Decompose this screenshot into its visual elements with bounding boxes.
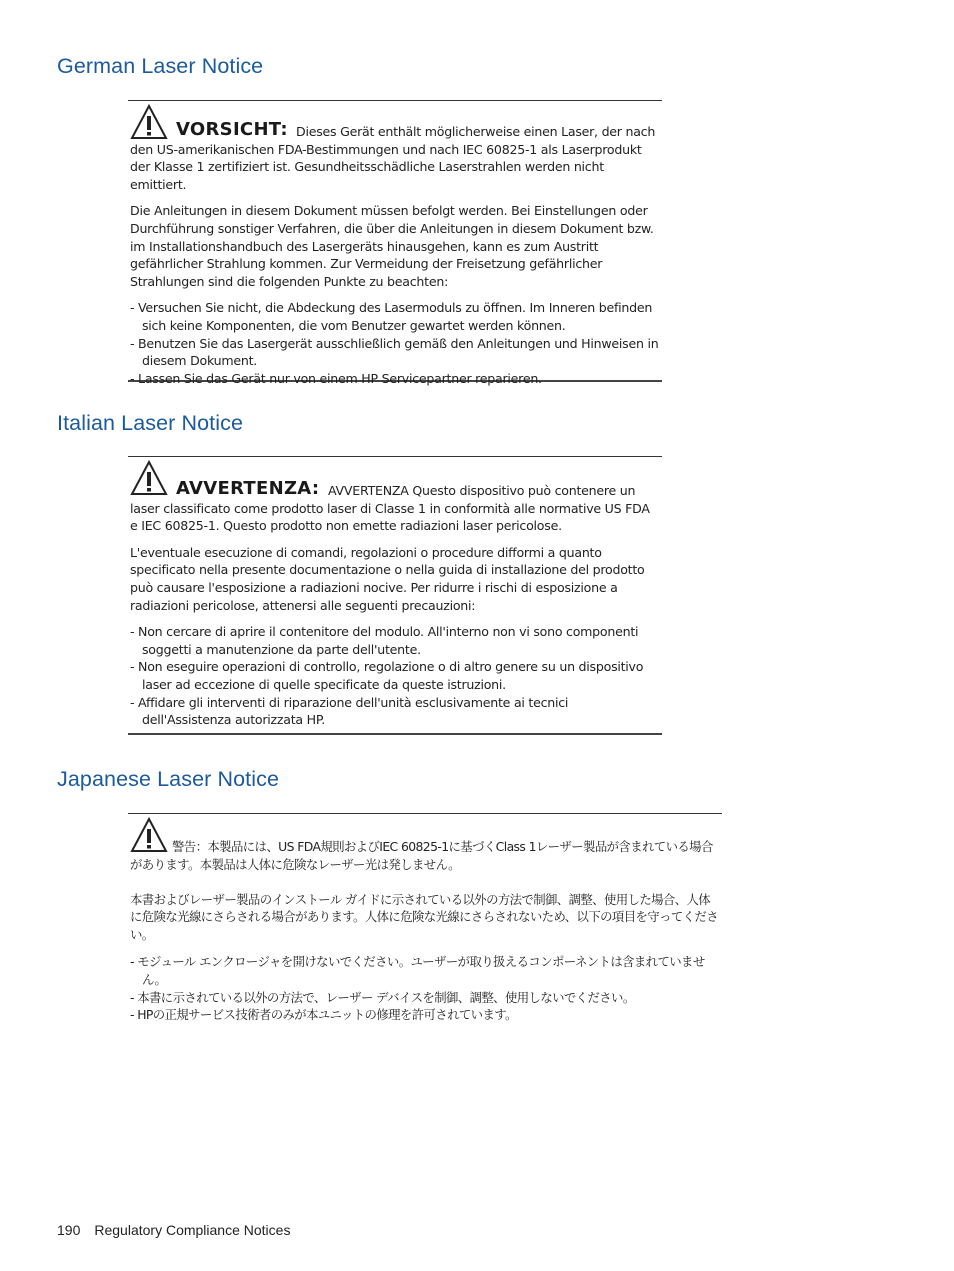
notice-list-item: - Versuchen Sie nicht, die Abdeckung des Lasermoduls zu öffnen. Im Inneren befinden sich keine Komponenten, die vom Benutzer gewartet werden können. [130, 300, 653, 333]
japanese-section-title: Japanese Laser Notice [57, 767, 280, 791]
warning-triangle-icon [130, 817, 168, 853]
notice-list-item: - Lassen Sie das Gerät nur von einem HP Servicepartner reparieren. [130, 370, 542, 386]
japanese-laser-notice-box [128, 813, 722, 1028]
notice-list-item: - Non cercare di aprire il contenitore del modulo. All'interno non vi sono componenti soggetti a manutenzione da parte dell'utente. [130, 624, 639, 657]
warning-label: VORSICHT: [176, 119, 288, 140]
notice-lead-text: AVVERTENZA Questo dispositivo può contenere un laser classificato come prodotto laser di Classe 1 in conformità alle normative US FDA e IEC 60825-1. Questo prodotto non emette radiazioni laser pericolose. [130, 483, 650, 534]
notice-paragraph: L'eventuale esecuzione di comandi, regolazioni o procedure difformi a quanto specificato nella presente documentazione o nella guida di installazione del prodotto può causare l'esposizione a radiazioni nocive. Per ridurre i rischi di esposizione a radiazioni pericolose, attenersi alle seguenti precauzioni: [130, 544, 645, 613]
warning-label: AVVERTENZA: [176, 478, 320, 499]
notice-lead-text: 警告：本製品には、US FDA規則およびIEC 60825-1に基づくClass 1レーザー製品が含まれている場合があります。本製品は人体に危険なレーザー光は発しません。 [130, 839, 713, 872]
notice-list-item: - HPの正規サービス技術者のみが本ユニットの修理を許可されています。 [130, 1007, 517, 1023]
warning-triangle-icon [130, 104, 168, 140]
notice-list-item: - Benutzen Sie das Lasergerät ausschließlich gemäß den Anleitungen und Hinweisen in diesem Dokument. [130, 335, 659, 369]
page-number: 190 [57, 1222, 81, 1238]
notice-list-item: - Non eseguire operazioni di controllo, regolazione o di altro genere su un dispositivo laser ad eccezione di quelle specificate da queste istruzioni. [130, 659, 644, 692]
notice-list-item: - Affidare gli interventi di riparazione dell'unità esclusivamente ai tecnici dell'Assistenza autorizzata HP. [130, 694, 569, 728]
italian-section-title: Italian Laser Notice [57, 411, 244, 435]
german-laser-notice-box [128, 100, 662, 386]
notice-paragraph: Die Anleitungen in diesem Dokument müssen befolgt werden. Bei Einstellungen oder Durchführung sonstiger Verfahren, die über die Anleitungen in diesem Dokument bzw. im Installationshandbuch des Lasergeräts hinausgehen, kann es zum Austritt gefährlicher Strahlung kommen. Zur Vermeidung der Freisetzung gefährlicher Strahlungen sind die folgenden Punkte zu beachten: [130, 203, 654, 289]
italian-laser-notice-box [128, 456, 662, 735]
notice-lead-text: Dieses Gerät enthält möglicherweise einen Laser, der nach den US-amerikanischen FDA-Bestimmungen und nach IEC 60825-1 als Laserprodukt der Klasse 1 zertifiziert ist. Gesundheitsschädliche Laserstrahlen werden nicht emittiert. [130, 124, 656, 192]
notice-list-item: - 本書に示されている以外の方法で、レーザー デバイスを制御、調整、使用しないでください。 [130, 989, 635, 1005]
page-footer [57, 1222, 290, 1238]
german-section-title: German Laser Notice [57, 54, 264, 78]
notice-paragraph: 本書およびレーザー製品のインストール ガイドに示されている以外の方法で制御、調整、使用した場合、人体に危険な光線にさらされる場合があります。人体に危険な光線にさらされないため、以下の項目を守ってください。 [130, 891, 719, 943]
notice-list-item: - モジュール エンクロージャを開けないでください。ユーザーが取り扱えるコンポーネントは含まれていません。 [130, 953, 705, 987]
warning-triangle-icon [130, 460, 168, 496]
chapter-title: Regulatory Compliance Notices [94, 1222, 291, 1238]
